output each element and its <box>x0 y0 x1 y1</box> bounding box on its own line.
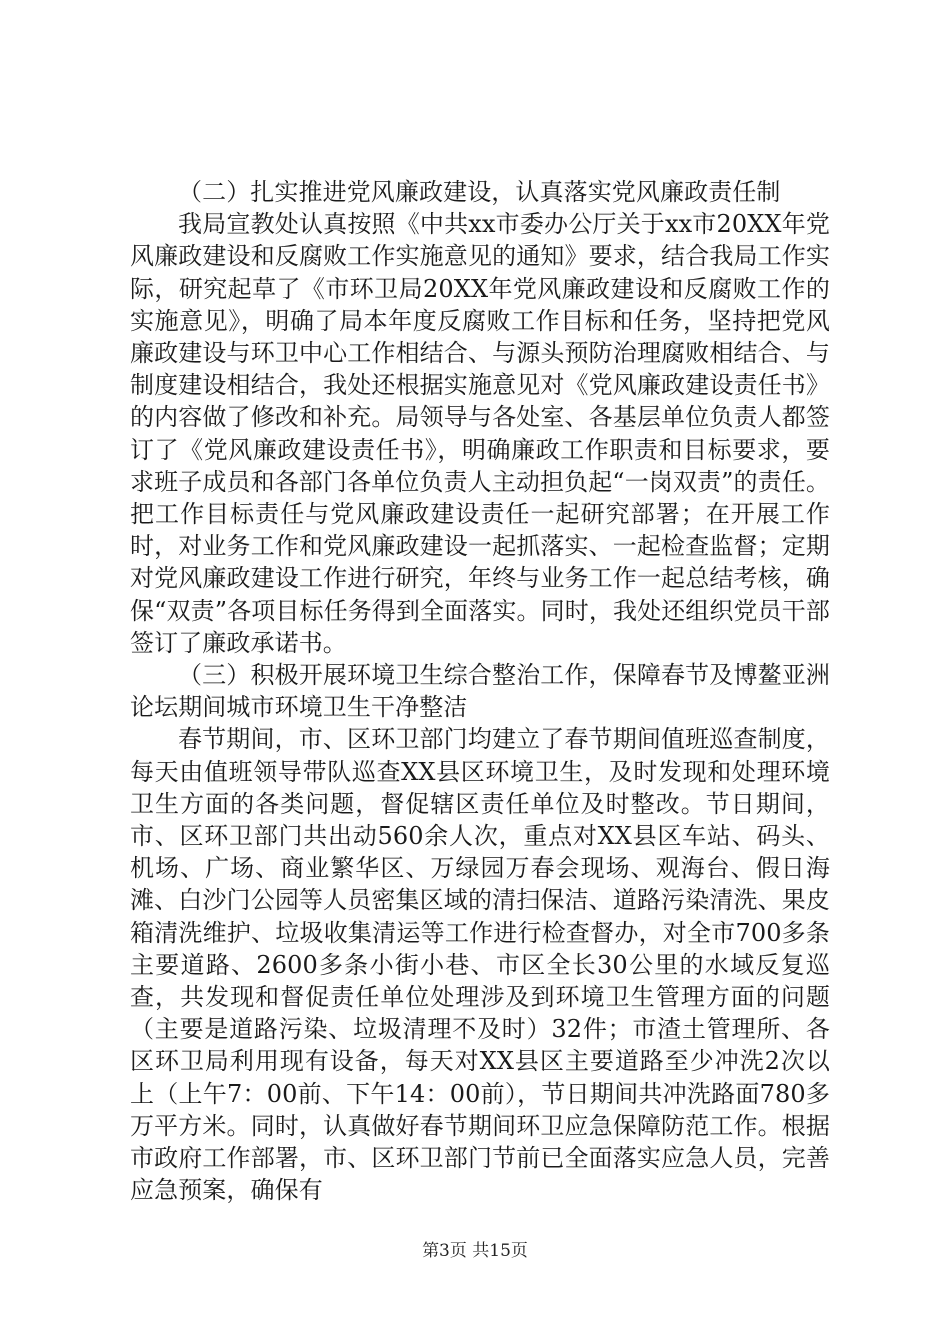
document-body <box>130 176 830 1207</box>
body-paragraph-1: 我局宣教处认真按照《中共xx市委办公厅关于xx市20XX年党风廉政建设和反腐败工作实施意见的通知》要求，结合我局工作实际，研究起草了《市环卫局20XX年党风廉政建设和反腐败工作的实施意见》，明确了局本年度反腐败工作目标和任务，坚持把党风廉政建设与环卫中心工作相结合、与源头预防治理腐败相结合、与制度建设相结合，我处还根据实施意见对《党风廉政建设责任书》的内容做了修改和补充。局领导与各处室、各基层单位负责人都签订了《党风廉政建设责任书》，明确廉政工作职责和目标要求，要求班子成员和各部门各单位负责人主动担负起“一岗双责”的责任。把工作目标责任与党风廉政建设责任一起研究部署；在开展工作时，对业务工作和党风廉政建设一起抓落实、一起检查监督；定期对党风廉政建设工作进行研究，年终与业务工作一起总结考核，确保“双责”各项目标任务得到全面落实。同时，我处还组织党员干部签订了廉政承诺书。 <box>130 210 830 657</box>
page-number-footer: 第3页 共15页 <box>422 1241 528 1261</box>
body-paragraph-2: 春节期间，市、区环卫部门均建立了春节期间值班巡查制度，每天由值班领导带队巡查XX县区环境卫生，及时发现和处理环境卫生方面的各类问题，督促辖区责任单位及时整改。节日期间，市、区环卫部门共出动560余人次，重点对XX县区车站、码头、机场、广场、商业繁华区、万绿园万春会现场、观海台、假日海滩、白沙门公园等人员密集区域的清扫保洁、道路污染清洗、果皮箱清洗维护、垃圾收集清运等工作进行检查督办，对全市700多条主要道路、2600多条小街小巷、市区全长30公里的水域反复巡查，共发现和督促责任单位处理涉及到环境卫生管理方面的问题（主要是道路污染、垃圾清理不及时）32件；市渣土管理所、各区环卫局利用现有设备，每天对XX县区主要道路至少冲洗2次以上（上午7：00前、下午14：00前），节日期间共冲洗路面780多万平方米。同时，认真做好春节期间环卫应急保障防范工作。根据市政府工作部署，市、区环卫部门节前已全面落实应急人员，完善应急预案，确保有 <box>130 725 830 1205</box>
section-heading-3: （三）积极开展环境卫生综合整治工作，保障春节及博鳌亚洲论坛期间城市环境卫生干净整洁 <box>130 661 830 722</box>
section-heading-2: （二）扎实推进党风廉政建设，认真落实党风廉政责任制 <box>178 178 781 206</box>
